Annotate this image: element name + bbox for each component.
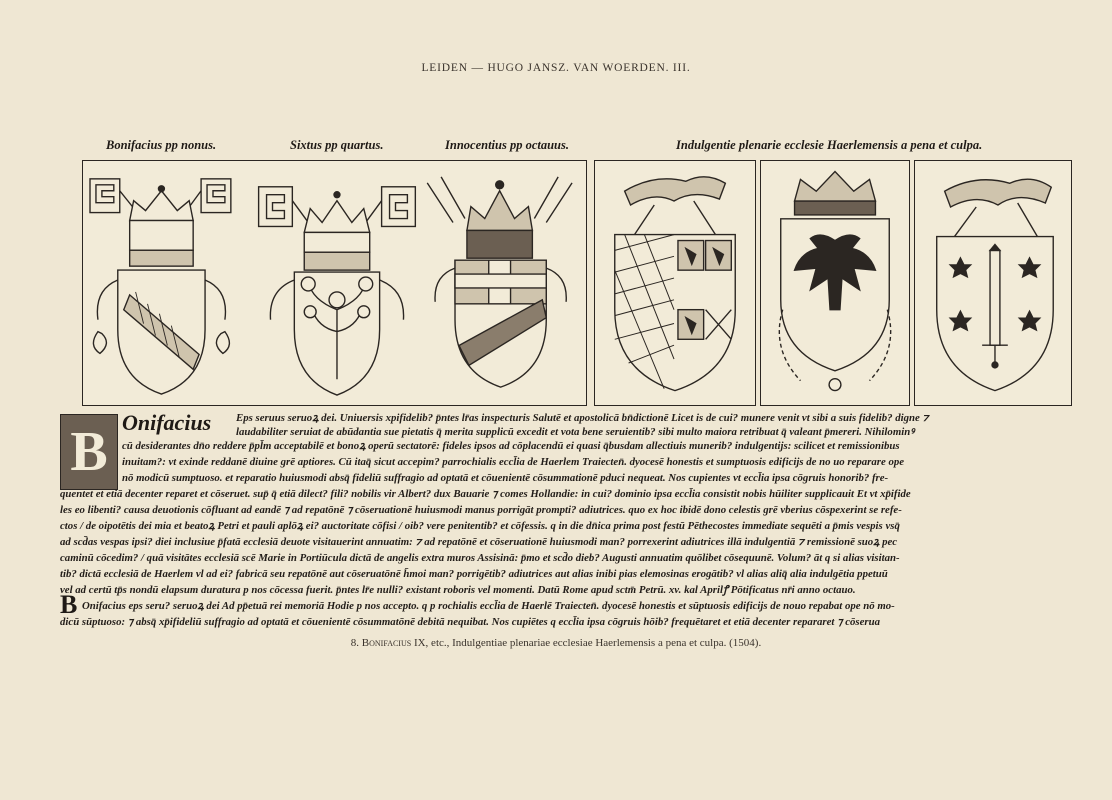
second-initial: B [60,590,78,619]
text-line-2: laudabiliter seruiat de abūdantia sue pietatis q̄ merita supplicū excedit et vota bene seruientib? sibi multo maiora retribuat q̄ valeant p̄mereri. Nihilominꝰ [236,426,915,438]
caption-text: IX, etc., Indulgentiae plenariae ecclesiae Haerlemensis a pena et culpa. (1504). [413,637,762,649]
label-indulgence: Indulgentie plenarie ecclesie Haerlemensis a pena et culpa. [676,138,983,152]
indulgence-text [60,410,1076,628]
imperial-arms-woodcut [761,161,909,405]
text-line-3: cū desiderantes dn̄o reddere p̄pl̄m acceptabilē et bonoꝝ operū sectatorē: fideles ipsos ad cōplacendū ei quasi q̄busdam allectiuis munerib? indulgentijs: scilicet et remissionibus [122,440,900,452]
label-sixtus: Sixtus pp quartus. [290,138,384,152]
sixtus-shield [259,187,416,395]
text-line-1: Eps seruus seruoꝝ dei. Uniuersis xpifidelib? p̄ntes lr̄as inspecturis Salutē et apostolicā bn̄dictionē Licet is de cui? munere venit vt sibi a suis fidelib? digne ⁊ [236,412,929,424]
decorated-initial [60,414,118,490]
initial-letter: B [70,421,108,483]
text-line-8: ctos / de oipotētis dei mia et beatoꝝ Petri et pauli aplōꝝ ei? auctoritate cōfisi / oib? vere penitentib? et cōfessis. q in die dn̄ica prima post festū Pēthecostes immediate sequēti a p̄mis vespis vsq̄ [60,520,900,532]
shield-labels [0,138,1112,162]
text-line-10: caminū cōcedim? / quā visitātes ecclesiā scē Marie in Portiūcula dictā de angelis extra muros Assisinā: p̄mo et scd̄o dieb? Augusti annuatim quōlibet cōsequunē. Volum? āt q si alias visitan- [60,552,900,564]
text-line-14: dicū sūptuoso: ⁊ absq̄ xp̄ifideliū suffragio ad optatā et cōuenientē cōsummatōnē debitā nequibat. Nos cupiētes q eccl̄ia ipsa cōgruis hōib? frequētaret et etiā decenter repararet ⁊ cōserua [60,616,880,628]
text-line-11: tib? dictā ecclesiā de Haerlem vl ad ei? fabricā seu repatōnē aut cōseruatōnē h̄moi man? porrigētib? adiutrices aut alias inibi pias elemosinas erogātib? vl alias aliq̄ alia indulgētia ppetuū [60,568,888,580]
papal-arms-woodcut [83,161,586,405]
label-bonifacius: Bonifacius pp nonus. [106,138,217,152]
imperial-arms-block [760,160,910,406]
text-line-5: nō modicū sumptuoso. et reparatio huiusmodi absq̄ fideliū suffragio ad optatā et cōuenientē cōsummationē pduci nequeat. Nos cupientes vt eccl̄ia ipsa cōgruis honorib? fre- [122,472,889,484]
caption-name: Bonifacius [361,637,412,649]
bonifacius-shield [90,179,231,394]
text-line-9: ad scd̄as vespas ipsi? diei inclusiue p̄fatā ecclesiā deuote visitauerint annuatim: ⁊ ad repatōnē et cōseruationē huiusmodi man? porrexerint adiutrices illā indulgentiā ⁊ remissionē suoꝝ pec [60,536,898,548]
bavaria-arms-block [594,160,756,406]
text-line-13: Onifacius eps seru? seruoꝝ dei Ad pp̄etuā rei memoriā Hodie p nos accepto. q p rochialis eccl̄ia de Haerlē Traiecten̄. dyocesē honestis et sūptuosis edificijs de nouo repabat ope nō mo- [82,600,895,612]
coats-of-arms-row [82,160,1072,412]
incipit-word: Onifacius [122,410,212,435]
text-line-6: quentet et etiā decenter reparet et cōseruet. sup̄ q̄ etiā dilect? fili? nobilis vir Albert? dux Bauarie ⁊ comes Hollandie: in cui? dominio ipsa eccl̄ia consistit nobis hūiliter supplicauit Et vt xp̄ifide [60,488,911,500]
text-line-12: vel ad certū tp̄s nondū elapsum duratura p nos cōcessa fuerit. p̄ntes lr̄e nulli? existant roboris vel momenti. Datū Rome apud sctm̄ Petrū. xv. kal Aprilꝭ Pōtificatus nr̄i anno octauo. [60,584,856,596]
caption-number: 8. [350,637,360,649]
bavaria-arms-woodcut [595,161,755,405]
figure-caption [0,637,1112,649]
text-line-7: les eo libenti? causa deuotionis cōfluant ad eandē ⁊ ad repatōnē ⁊ cōseruationē huiusmodi manus porrigāt prompti? adiutrices. quo ex hoc ibidē dono celestis grē vberius cōspexerint se refe- [60,504,902,516]
haarlem-arms-block [914,160,1072,406]
innocentius-shield [427,177,572,387]
page-header: LEIDEN — HUGO JANSZ. VAN WOERDEN. III. [421,62,691,74]
label-innocentius: Innocentius pp octauus. [445,138,569,152]
text-line-4: inuitam?: vt exinde reddanē diuine grē aptiores. Cū itaq̄ sicut accepim? parrochialis eccl̄ia de Haerlem Traiecten̄. dyocesē honestis et sumptuosis edificijs de no uo reparare ope [122,456,905,468]
papal-arms-block [82,160,587,406]
haarlem-arms-woodcut [915,161,1071,405]
